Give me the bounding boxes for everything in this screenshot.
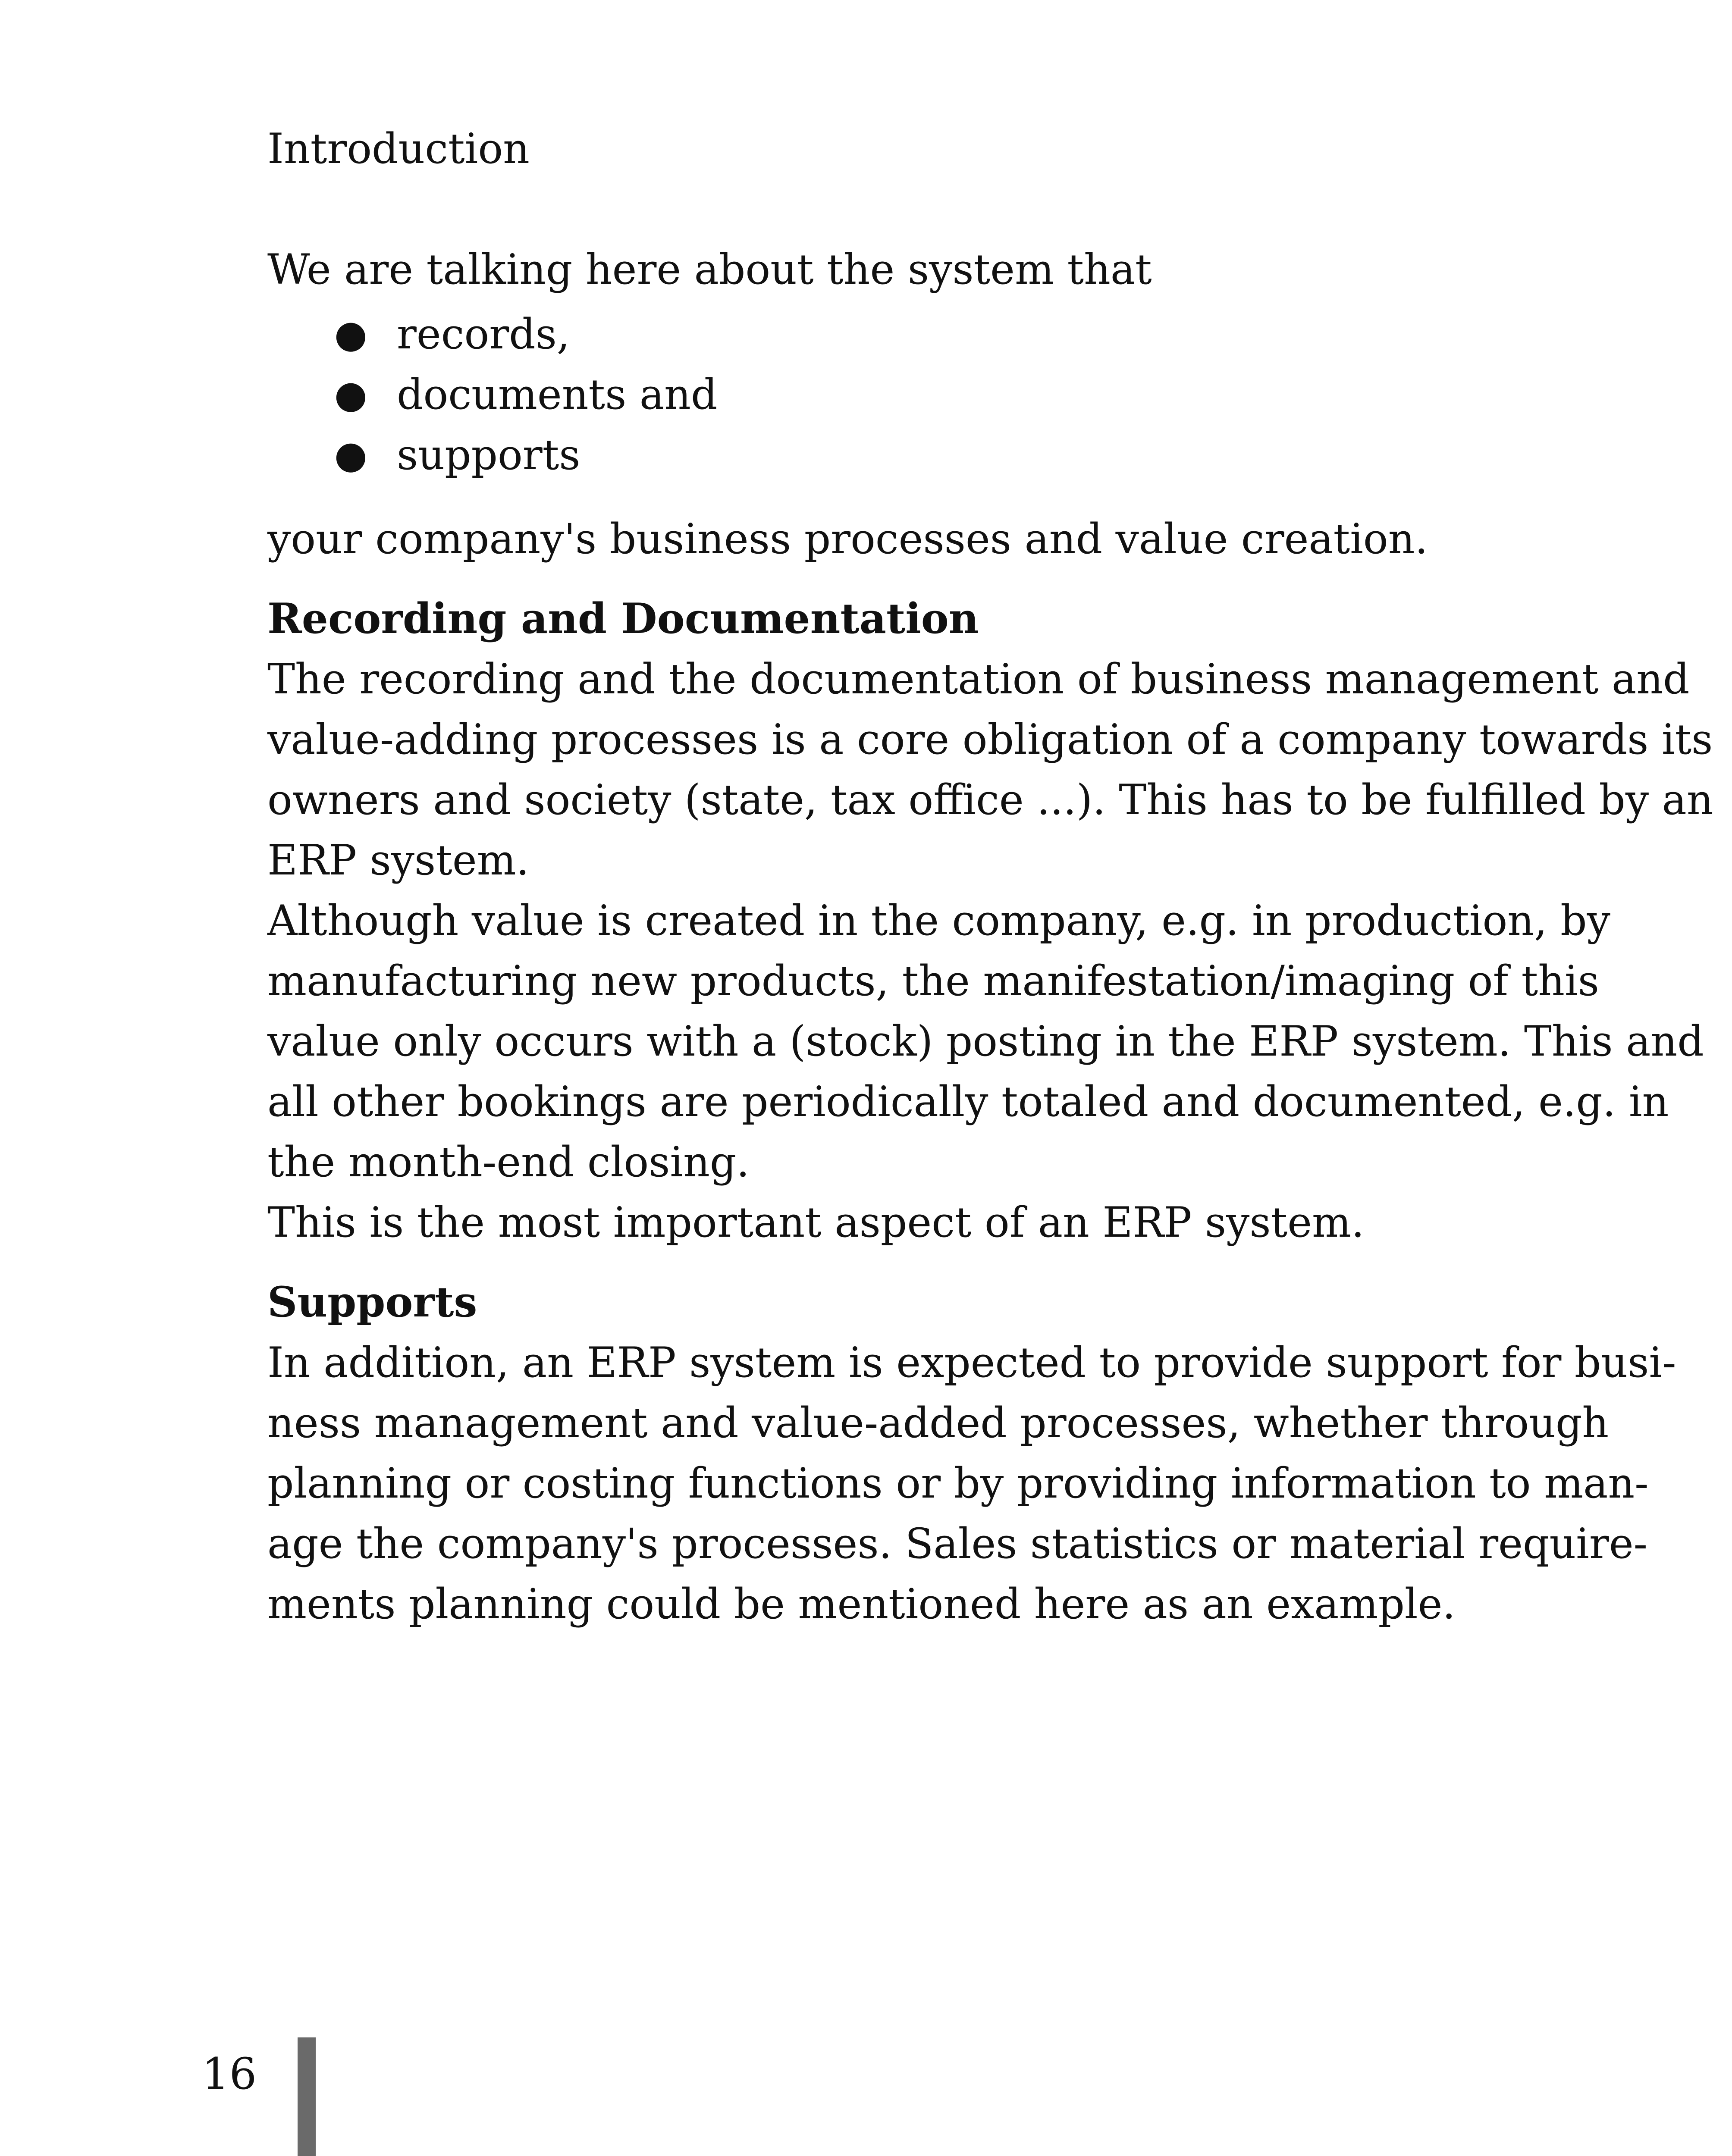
bullet-item-supports <box>267 425 1561 485</box>
section-body <box>267 649 1713 1253</box>
section-heading: Recording and Documentation <box>267 594 979 643</box>
bullet-text: supports <box>397 431 580 479</box>
body-line: manufacturing new products, the manifestation/imaging of this <box>267 957 1599 1005</box>
page-content <box>267 123 1713 1634</box>
section-body <box>267 1332 1676 1634</box>
bullet-item-records <box>267 304 1561 364</box>
body-line: ness management and value-added processes, whether through <box>267 1399 1609 1447</box>
body-line: age the company's processes. Sales statistics or material require- <box>267 1520 1648 1568</box>
body-line: value-adding processes is a core obligation of a company towards its <box>267 715 1713 764</box>
section-heading: Supports <box>267 1278 477 1326</box>
section-recording-documentation <box>267 589 1713 1253</box>
body-line: all other bookings are periodically totaled and documented, e.g. in <box>267 1078 1669 1126</box>
body-line: The recording and the documentation of business management and <box>267 655 1690 703</box>
body-line: ERP system. <box>267 836 530 884</box>
intro-tail: your company's business processes and value creation. <box>267 515 1428 563</box>
intro-lead: We are talking here about the system that <box>267 245 1152 294</box>
body-line: the month-end closing. <box>267 1138 750 1186</box>
intro-bullet-list <box>267 304 1561 485</box>
section-supports <box>267 1272 1676 1634</box>
bullet-text: documents and <box>397 370 718 419</box>
bullet-icon: ● <box>334 312 367 356</box>
bullet-text: records, <box>397 310 570 358</box>
body-line: ments planning could be mentioned here as an example. <box>267 1580 1456 1628</box>
bullet-icon: ● <box>334 432 367 477</box>
body-line: This is the most important aspect of an ERP system. <box>267 1198 1365 1247</box>
page-number: 16 <box>202 2049 257 2099</box>
body-line: Although value is created in the company, e.g. in production, by <box>267 896 1610 945</box>
body-line: planning or costing functions or by providing information to man- <box>267 1459 1649 1507</box>
body-line: value only occurs with a (stock) posting in the ERP system. This and <box>267 1017 1704 1065</box>
page-number-rule <box>298 2037 316 2156</box>
running-head: Introduction <box>267 125 530 173</box>
body-line: owners and society (state, tax office ...). This has to be fulfilled by an <box>267 776 1713 824</box>
bullet-icon: ● <box>334 372 367 417</box>
body-line: In addition, an ERP system is expected to provide support for busi- <box>267 1338 1676 1387</box>
bullet-item-documents <box>267 364 1561 425</box>
